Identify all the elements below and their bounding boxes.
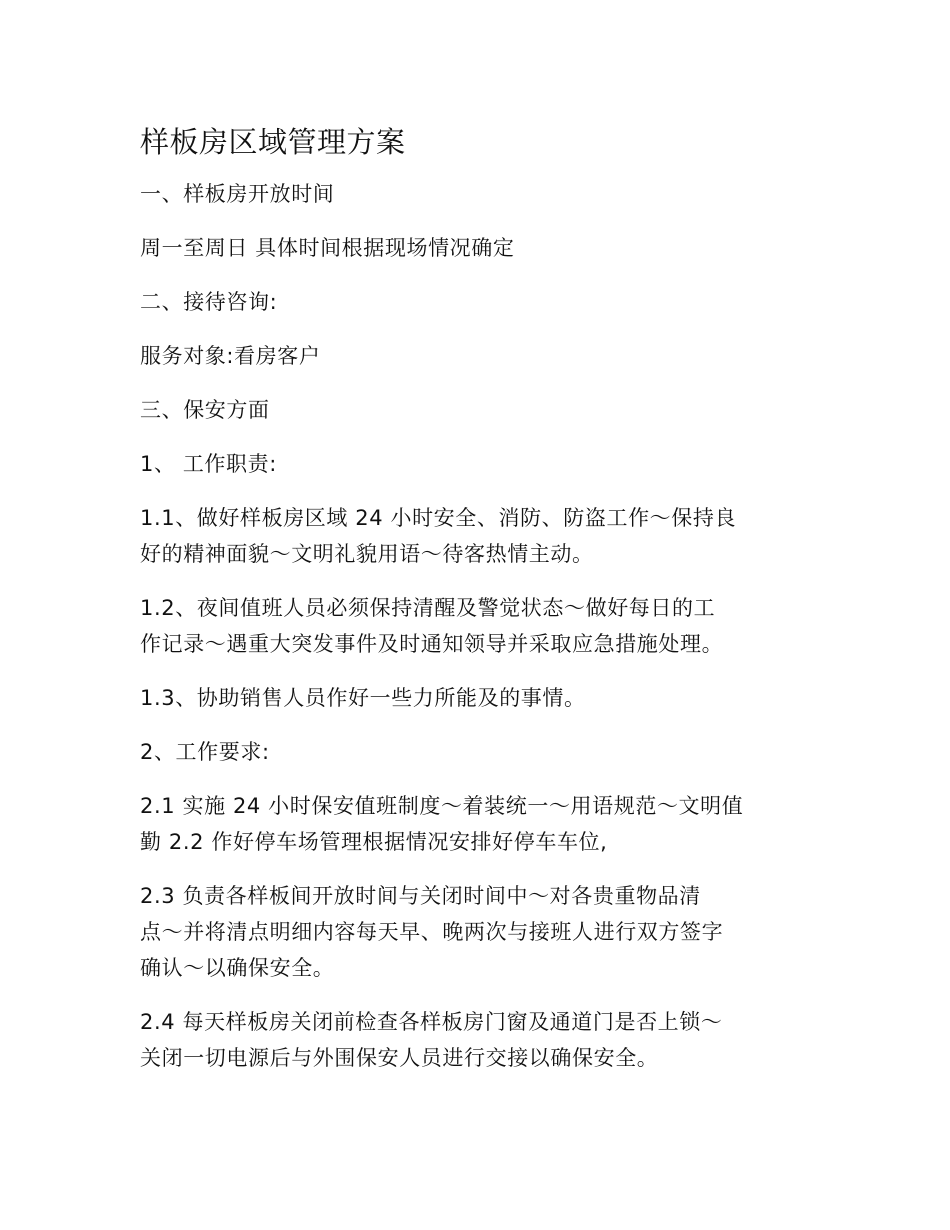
- text-line: 1.2、夜间值班人员必须保持清醒及警觉状态～做好每日的工: [140, 596, 716, 620]
- text-line: 勤 2.2 作好停车场管理根据情况安排好停车车位,: [140, 830, 608, 854]
- paragraph-requirement-2-4: [140, 1004, 820, 1076]
- text-line: 2、工作要求:: [140, 740, 270, 764]
- section-heading-security: [140, 392, 820, 428]
- text-line: 1.1、做好样板房区域 24 小时安全、消防、防盗工作～保持良: [140, 506, 737, 530]
- subheading-duties: [140, 446, 820, 482]
- text-line: 作记录～遇重大突发事件及时通知领导并采取应急措施处理。: [140, 632, 724, 656]
- text-line: 确认～以确保安全。: [140, 956, 335, 980]
- paragraph-service-target: [140, 338, 820, 374]
- subheading-requirements: [140, 734, 820, 770]
- section-heading-open-hours: [140, 176, 820, 212]
- paragraph-requirement-2-1: [140, 788, 820, 860]
- section-heading-reception: [140, 284, 820, 320]
- paragraph-duty-1-1: [140, 500, 820, 572]
- document-body: [140, 120, 820, 1094]
- text-line: 周一至周日 具体时间根据现场情况确定: [140, 236, 515, 260]
- text-line: 一、样板房开放时间: [140, 182, 335, 206]
- text-line: 1.3、协助销售人员作好一些力所能及的事情。: [140, 686, 586, 710]
- paragraph-duty-1-3: [140, 680, 820, 716]
- text-line: 好的精神面貌～文明礼貌用语～待客热情主动。: [140, 542, 594, 566]
- paragraph-open-hours: [140, 230, 820, 266]
- text-line: 关闭一切电源后与外围保安人员进行交接以确保安全。: [140, 1046, 659, 1070]
- text-line: 三、保安方面: [140, 398, 270, 422]
- text-line: 2.3 负责各样板间开放时间与关闭时间中～对各贵重物品清: [140, 884, 701, 908]
- text-line: 服务对象:看房客户: [140, 344, 321, 368]
- text-line: 点～并将清点明细内容每天早、晚两次与接班人进行双方签字: [140, 920, 724, 944]
- text-line: 1、 工作职责:: [140, 452, 277, 476]
- document-title: 样板房区域管理方案: [140, 125, 406, 159]
- paragraph-requirement-2-3: [140, 878, 820, 986]
- text-line: 2.1 实施 24 小时保安值班制度～着装统一～用语规范～文明值: [140, 794, 744, 818]
- text-line: 二、接待咨询:: [140, 290, 278, 314]
- text-line: 2.4 每天样板房关闭前检查各样板房门窗及通道门是否上锁～: [140, 1010, 723, 1034]
- paragraph-duty-1-2: [140, 590, 820, 662]
